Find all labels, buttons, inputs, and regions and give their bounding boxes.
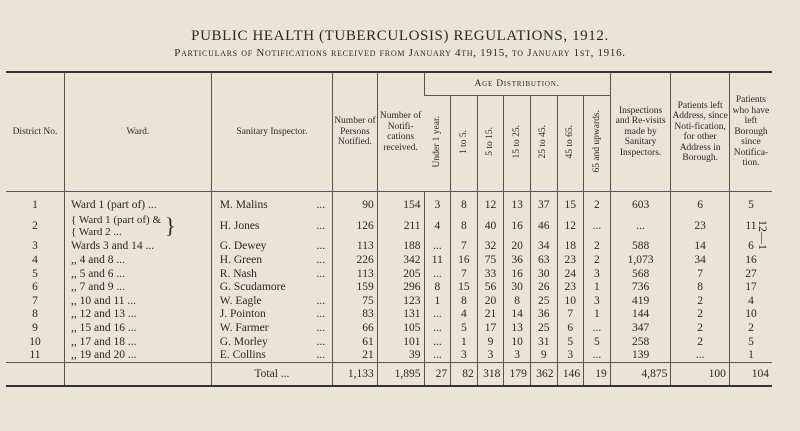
age-cell: 23 <box>557 253 584 267</box>
district-number: 1 <box>32 198 38 211</box>
total-age-0: 27 <box>424 362 451 386</box>
inspector-cell <box>211 335 332 349</box>
age-cell: 12 <box>557 212 584 240</box>
header-notifications: Number of Notifi-cations received. <box>377 72 424 192</box>
table-row <box>6 192 772 212</box>
age-cell: 13 <box>504 321 531 335</box>
total-age-2: 318 <box>477 362 504 386</box>
inspector-name: G. Scudamore <box>219 281 286 294</box>
notifications-cell: 105 <box>377 321 424 335</box>
age-cell: 9 <box>477 335 504 349</box>
age-cell: 3 <box>584 267 611 281</box>
inspector-cell <box>211 308 332 322</box>
age-cell: 8 <box>504 294 531 308</box>
table-row <box>6 212 772 240</box>
district-number: 11 <box>29 349 41 362</box>
age-cell: ... <box>584 212 611 240</box>
age-cell: 5 <box>451 321 478 335</box>
age-cell: 15 <box>557 192 584 212</box>
left-borough-cell: 6 <box>729 240 772 254</box>
age-cell: 25 <box>530 294 557 308</box>
ward-line: { Ward 1 (part of) & <box>71 213 162 226</box>
table-row <box>6 253 772 267</box>
notified-cell: 75 <box>333 294 378 308</box>
ward-cell: ,, 15 and 16 ... <box>65 321 212 335</box>
age-cell: 63 <box>530 253 557 267</box>
age-cell: 16 <box>504 267 531 281</box>
age-cell: ... <box>424 240 451 254</box>
notified-cell: 61 <box>333 335 378 349</box>
age-cell: ... <box>424 348 451 362</box>
age-cell: 7 <box>451 267 478 281</box>
notifications-table <box>6 71 772 387</box>
inspections-cell: ... <box>610 212 671 240</box>
inspector-name: W. Eagle <box>219 294 262 307</box>
header-left-address: Patients left Address, since Noti-fication, for other Address in Borough. <box>671 72 730 192</box>
page-title: PUBLIC HEALTH (TUBERCULOSIS) REGULATIONS, 1912. <box>191 28 609 44</box>
age-cell: 75 <box>477 253 504 267</box>
total-age-4: 362 <box>530 362 557 386</box>
age-cell: 14 <box>504 308 531 322</box>
age-cell: 46 <box>530 212 557 240</box>
total-notified: 1,133 <box>333 362 378 386</box>
notified-cell: 83 <box>333 308 378 322</box>
age-cell: 37 <box>530 192 557 212</box>
age-cell: 5 <box>557 335 584 349</box>
table-row <box>6 280 772 294</box>
notified-cell: 21 <box>333 348 378 362</box>
age-cell: 11 <box>424 253 451 267</box>
age-cell: ... <box>424 308 451 322</box>
header-age-45-65: 45 to 65. <box>557 96 584 192</box>
age-cell: 3 <box>451 348 478 362</box>
ward-lines <box>71 214 161 238</box>
ward-cell: ,, 17 and 18 ... <box>65 335 212 349</box>
age-cell: 16 <box>504 212 531 240</box>
age-cell: 8 <box>451 294 478 308</box>
age-cell: 10 <box>504 335 531 349</box>
age-cell: 36 <box>530 308 557 322</box>
inspections-cell: 347 <box>610 321 671 335</box>
leader-dots: ... <box>316 308 326 321</box>
ward-cell: ,, 19 and 20 ... <box>65 348 212 362</box>
age-cell: 8 <box>424 280 451 294</box>
age-cell: 1 <box>424 294 451 308</box>
left-address-cell: 7 <box>671 267 730 281</box>
age-cell: 3 <box>557 348 584 362</box>
header-district: District No. <box>6 72 65 192</box>
age-cell: 20 <box>477 294 504 308</box>
notifications-cell: 101 <box>377 335 424 349</box>
district-number: 5 <box>32 267 38 280</box>
age-cell: 2 <box>584 240 611 254</box>
inspector-name: M. Malins <box>219 198 268 211</box>
age-cell: 33 <box>477 267 504 281</box>
notified-cell: 66 <box>333 321 378 335</box>
page-marker: 12—1 <box>756 220 770 250</box>
total-age-6: 19 <box>584 362 611 386</box>
table-row <box>6 321 772 335</box>
age-cell: 32 <box>477 240 504 254</box>
inspector-name: H. Jones <box>219 219 260 232</box>
inspector-cell <box>211 348 332 362</box>
inspections-cell: 1,073 <box>610 253 671 267</box>
left-address-cell: ... <box>671 348 730 362</box>
notifications-cell: 123 <box>377 294 424 308</box>
ward-brace: } <box>165 212 176 238</box>
inspector-cell <box>211 294 332 308</box>
left-address-cell: 6 <box>671 192 730 212</box>
age-cell: 10 <box>557 294 584 308</box>
inspector-cell <box>211 192 332 212</box>
age-cell: ... <box>584 321 611 335</box>
left-borough-cell: 4 <box>729 294 772 308</box>
left-address-cell: 14 <box>671 240 730 254</box>
age-cell: 16 <box>451 253 478 267</box>
inspections-cell: 144 <box>610 308 671 322</box>
left-borough-cell: 2 <box>729 321 772 335</box>
header-left-borough: Patients who have left Borough since Notifica-tion. <box>729 72 772 192</box>
inspections-cell: 258 <box>610 335 671 349</box>
header-age-1-5: 1 to 5. <box>451 96 478 192</box>
inspections-cell: 139 <box>610 348 671 362</box>
left-borough-cell: 27 <box>729 267 772 281</box>
inspector-name: G. Dewey <box>219 240 267 253</box>
notifications-cell: 205 <box>377 267 424 281</box>
inspector-name: J. Pointon <box>219 308 266 321</box>
age-cell: 9 <box>530 348 557 362</box>
header-age-15-25: 15 to 25. <box>504 96 531 192</box>
leader-dots: ... <box>316 219 326 232</box>
notified-cell: 226 <box>333 253 378 267</box>
district-number: 8 <box>32 308 38 321</box>
total-left-address: 100 <box>671 362 730 386</box>
age-cell: 12 <box>477 192 504 212</box>
ward-cell: ,, 5 and 6 ... <box>65 267 212 281</box>
age-cell: 1 <box>584 308 611 322</box>
inspections-cell: 603 <box>610 192 671 212</box>
age-cell: 5 <box>584 335 611 349</box>
age-cell: 3 <box>477 348 504 362</box>
ward-cell: Ward 1 (part of) ... <box>65 192 212 212</box>
district-number: 2 <box>32 219 38 232</box>
left-borough-cell: 5 <box>729 192 772 212</box>
age-cell: 18 <box>557 240 584 254</box>
inspector-cell <box>211 253 332 267</box>
notified-cell: 113 <box>333 240 378 254</box>
notified-cell: 90 <box>333 192 378 212</box>
leader-dots: ... <box>316 321 326 334</box>
notified-cell: 126 <box>333 212 378 240</box>
notifications-cell: 211 <box>377 212 424 240</box>
left-borough-cell: 17 <box>729 280 772 294</box>
age-cell: 3 <box>504 348 531 362</box>
age-cell: ... <box>424 335 451 349</box>
inspector-name: E. Collins <box>219 349 266 362</box>
inspector-name: G. Morley <box>219 335 268 348</box>
age-cell: 3 <box>424 192 451 212</box>
ward-cell: ,, 7 and 9 ... <box>65 280 212 294</box>
inspector-name: W. Farmer <box>219 321 269 334</box>
table-row <box>6 335 772 349</box>
left-address-cell: 2 <box>671 335 730 349</box>
age-cell: 30 <box>504 280 531 294</box>
age-cell: 15 <box>451 280 478 294</box>
left-borough-cell: 10 <box>729 308 772 322</box>
inspections-cell: 588 <box>610 240 671 254</box>
left-address-cell: 8 <box>671 280 730 294</box>
ward-cell: ,, 12 and 13 ... <box>65 308 212 322</box>
age-cell: 24 <box>557 267 584 281</box>
left-address-cell: 2 <box>671 294 730 308</box>
inspections-cell: 568 <box>610 267 671 281</box>
inspector-name: R. Nash <box>219 267 257 280</box>
age-cell: 30 <box>530 267 557 281</box>
age-cell: 3 <box>584 294 611 308</box>
total-label: Total ... <box>211 362 332 386</box>
inspector-cell <box>211 321 332 335</box>
leader-dots: ... <box>316 253 326 266</box>
district-number: 7 <box>32 294 38 307</box>
ward-cell: ,, 10 and 11 ... <box>65 294 212 308</box>
age-cell: 20 <box>504 240 531 254</box>
left-borough-cell: 11 <box>729 212 772 240</box>
district-number: 6 <box>32 281 38 294</box>
notifications-cell: 39 <box>377 348 424 362</box>
age-cell: 36 <box>504 253 531 267</box>
total-age-5: 146 <box>557 362 584 386</box>
age-cell: 8 <box>451 212 478 240</box>
age-cell: 4 <box>424 212 451 240</box>
notifications-cell: 188 <box>377 240 424 254</box>
ward-line: { Ward 2 ... <box>71 225 122 238</box>
inspector-cell <box>211 212 332 240</box>
notifications-cell: 131 <box>377 308 424 322</box>
age-cell: 56 <box>477 280 504 294</box>
age-cell: 34 <box>530 240 557 254</box>
ward-cell: Wards 3 and 14 ... <box>65 240 212 254</box>
district-number: 4 <box>32 253 38 266</box>
total-inspections: 4,875 <box>610 362 671 386</box>
left-borough-cell: 1 <box>729 348 772 362</box>
inspector-cell <box>211 280 332 294</box>
age-cell: 13 <box>504 192 531 212</box>
table-row <box>6 294 772 308</box>
leader-dots: ... <box>316 294 326 307</box>
age-cell: 23 <box>557 280 584 294</box>
header-ward: Ward. <box>65 72 212 192</box>
header-age-25-45: 25 to 45. <box>530 96 557 192</box>
page-subtitle: Particulars of Notifications received from January 4th, 1915, to January 1st, 1916. <box>174 47 626 59</box>
age-cell: 40 <box>477 212 504 240</box>
notifications-cell: 296 <box>377 280 424 294</box>
ward-cell: ,, 4 and 8 ... <box>65 253 212 267</box>
notifications-cell: 342 <box>377 253 424 267</box>
age-cell: ... <box>424 267 451 281</box>
left-address-cell: 2 <box>671 321 730 335</box>
age-cell: ... <box>424 321 451 335</box>
age-cell: 4 <box>451 308 478 322</box>
district-number: 3 <box>32 240 38 253</box>
leader-dots: ... <box>316 267 326 280</box>
notified-cell: 113 <box>333 267 378 281</box>
age-cell: 1 <box>451 335 478 349</box>
table-row <box>6 308 772 322</box>
notifications-cell: 154 <box>377 192 424 212</box>
inspections-cell: 419 <box>610 294 671 308</box>
leader-dots: ... <box>316 335 326 348</box>
notified-cell: 159 <box>333 280 378 294</box>
total-row <box>6 362 772 386</box>
left-address-cell: 34 <box>671 253 730 267</box>
age-cell: 2 <box>584 192 611 212</box>
age-cell: 6 <box>557 321 584 335</box>
header-inspector: Sanitary Inspector. <box>211 72 332 192</box>
age-cell: 7 <box>451 240 478 254</box>
inspector-name: H. Green <box>219 253 262 266</box>
total-left-borough: 104 <box>729 362 772 386</box>
left-borough-cell: 5 <box>729 335 772 349</box>
header-age-65-up: 65 and upwards. <box>584 96 611 192</box>
total-age-3: 179 <box>504 362 531 386</box>
inspector-cell <box>211 267 332 281</box>
left-address-cell: 2 <box>671 308 730 322</box>
leader-dots: ... <box>316 349 326 362</box>
inspections-cell: 736 <box>610 280 671 294</box>
header-age-5-15: 5 to 15. <box>477 96 504 192</box>
age-cell: 2 <box>584 253 611 267</box>
age-cell: 7 <box>557 308 584 322</box>
age-cell: 8 <box>451 192 478 212</box>
age-cell: 31 <box>530 335 557 349</box>
district-number: 10 <box>29 335 41 348</box>
age-cell: 1 <box>584 280 611 294</box>
ward-cell <box>65 212 212 240</box>
table-row <box>6 348 772 362</box>
inspector-cell <box>211 240 332 254</box>
table-row <box>6 240 772 254</box>
age-cell: ... <box>584 348 611 362</box>
age-cell: 25 <box>530 321 557 335</box>
left-address-cell: 23 <box>671 212 730 240</box>
header-age-under-1: Under 1 year. <box>424 96 451 192</box>
total-notifications: 1,895 <box>377 362 424 386</box>
header-age-distribution: Age Distribution. <box>424 72 610 96</box>
age-cell: 17 <box>477 321 504 335</box>
leader-dots: ... <box>316 198 326 211</box>
total-age-1: 82 <box>451 362 478 386</box>
age-cell: 21 <box>477 308 504 322</box>
header-inspections: Inspections and Re-visits made by Sanitary Inspectors. <box>610 72 671 192</box>
leader-dots: ... <box>316 240 326 253</box>
header-notified: Number of Persons Notified. <box>333 72 378 192</box>
district-number: 9 <box>32 321 38 334</box>
age-cell: 26 <box>530 280 557 294</box>
left-borough-cell: 16 <box>729 253 772 267</box>
table-row <box>6 267 772 281</box>
